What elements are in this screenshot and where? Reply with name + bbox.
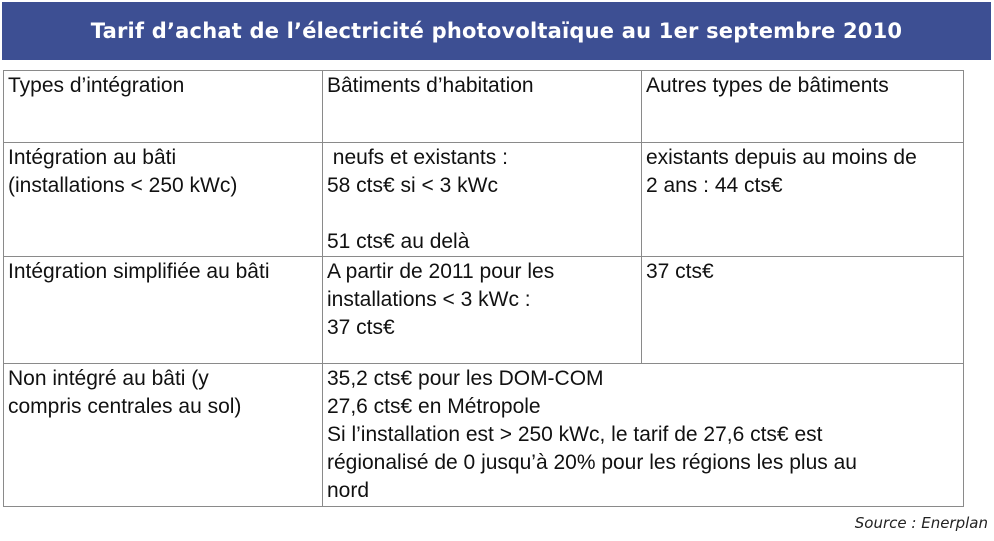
source-caption: Source : Enerplan (854, 514, 988, 532)
cell-merged-tariffs: 35,2 cts€ pour les DOM-COM 27,6 cts€ en Métropole Si l’installation est > 250 kWc, le tarif de 27,6 cts€ est régionalisé de 0 jusqu’à 20% pour les régions les plus au nord (322, 364, 963, 507)
table-row (4, 143, 964, 257)
cell-type: Intégration au bâti (installations < 250 kWc) (4, 143, 323, 257)
header-cell-types: Types d’intégration (4, 71, 323, 143)
cell-type: Non intégré au bâti (y compris centrales au sol) (4, 364, 323, 507)
cell-type: Intégration simplifiée au bâti (4, 257, 323, 364)
cell-habitation: A partir de 2011 pour les installations < 3 kWc : 37 cts€ (322, 257, 641, 364)
cell-spacer (327, 200, 637, 228)
cell-autres: existants depuis au moins de 2 ans : 44 cts€ (641, 143, 963, 257)
table-title: Tarif d’achat de l’électricité photovoltaïque au 1er septembre 2010 (90, 19, 903, 43)
table-title-banner (2, 2, 991, 60)
table-row (4, 364, 964, 507)
table-header-row (4, 71, 964, 143)
cell-habitation: neufs et existants : 58 cts€ si < 3 kWc 51 cts€ au delà (322, 143, 641, 257)
cell-autres: 37 cts€ (641, 257, 963, 364)
header-cell-autres: Autres types de bâtiments (641, 71, 963, 143)
header-cell-habitation: Bâtiments d’habitation (322, 71, 641, 143)
tariff-table (3, 70, 964, 507)
table-row (4, 257, 964, 364)
